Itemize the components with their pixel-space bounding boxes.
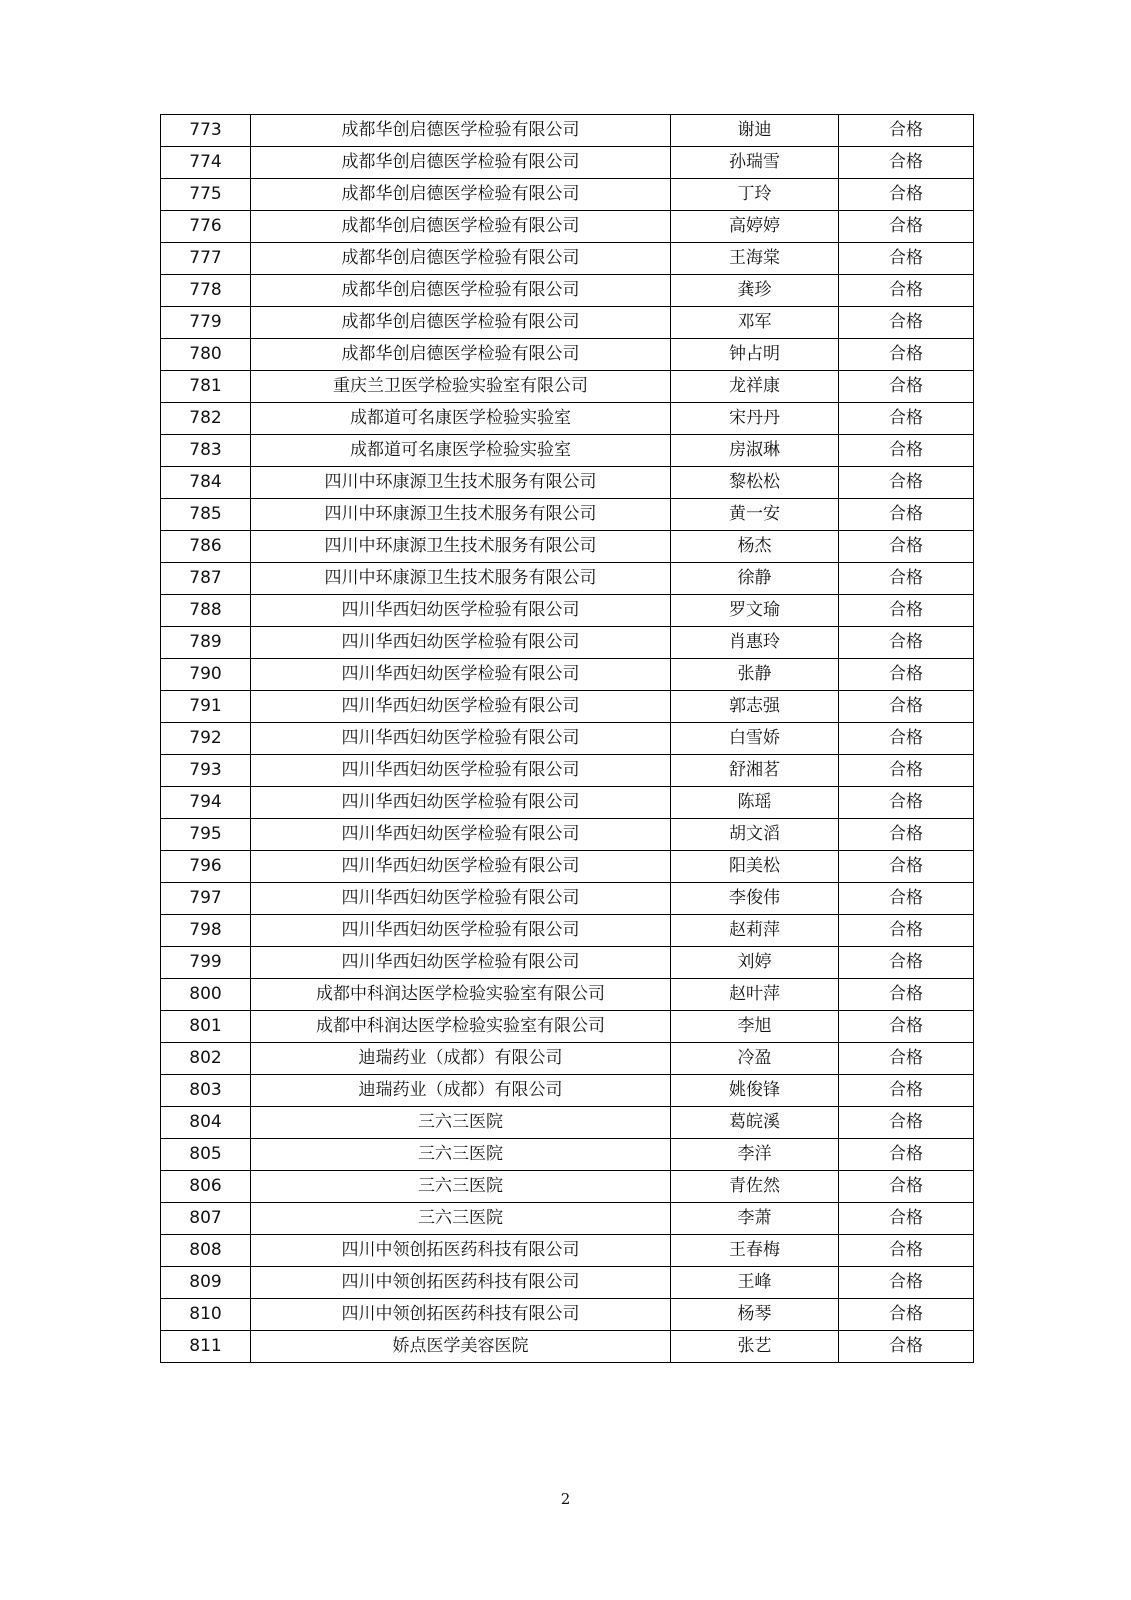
person-name: 冷盈 xyxy=(671,1043,839,1075)
row-number: 804 xyxy=(161,1107,251,1139)
organization-name: 娇点医学美容医院 xyxy=(251,1331,671,1363)
results-table xyxy=(160,114,974,1363)
table-row xyxy=(161,147,974,179)
result-status: 合格 xyxy=(839,339,974,371)
result-status: 合格 xyxy=(839,1171,974,1203)
row-number: 785 xyxy=(161,499,251,531)
row-number: 781 xyxy=(161,371,251,403)
result-status: 合格 xyxy=(839,435,974,467)
organization-name: 四川华西妇幼医学检验有限公司 xyxy=(251,627,671,659)
organization-name: 四川华西妇幼医学检验有限公司 xyxy=(251,691,671,723)
result-status: 合格 xyxy=(839,659,974,691)
person-name: 李洋 xyxy=(671,1139,839,1171)
organization-name: 重庆兰卫医学检验实验室有限公司 xyxy=(251,371,671,403)
table-row xyxy=(161,243,974,275)
result-status: 合格 xyxy=(839,147,974,179)
person-name: 杨琴 xyxy=(671,1299,839,1331)
row-number: 806 xyxy=(161,1171,251,1203)
person-name: 高婷婷 xyxy=(671,211,839,243)
result-status: 合格 xyxy=(839,915,974,947)
row-number: 784 xyxy=(161,467,251,499)
table-row xyxy=(161,1203,974,1235)
row-number: 773 xyxy=(161,115,251,147)
person-name: 刘婷 xyxy=(671,947,839,979)
result-status: 合格 xyxy=(839,1203,974,1235)
organization-name: 四川华西妇幼医学检验有限公司 xyxy=(251,787,671,819)
organization-name: 四川中环康源卫生技术服务有限公司 xyxy=(251,563,671,595)
organization-name: 成都道可名康医学检验实验室 xyxy=(251,403,671,435)
table-row xyxy=(161,691,974,723)
result-status: 合格 xyxy=(839,1331,974,1363)
person-name: 杨杰 xyxy=(671,531,839,563)
row-number: 788 xyxy=(161,595,251,627)
table-row xyxy=(161,1011,974,1043)
organization-name: 四川中领创拓医药科技有限公司 xyxy=(251,1299,671,1331)
table-row xyxy=(161,339,974,371)
person-name: 谢迪 xyxy=(671,115,839,147)
person-name: 肖惠玲 xyxy=(671,627,839,659)
person-name: 黎松松 xyxy=(671,467,839,499)
table-row xyxy=(161,947,974,979)
result-status: 合格 xyxy=(839,1011,974,1043)
table-row xyxy=(161,563,974,595)
person-name: 胡文滔 xyxy=(671,819,839,851)
result-status: 合格 xyxy=(839,1139,974,1171)
row-number: 774 xyxy=(161,147,251,179)
table-row xyxy=(161,1171,974,1203)
person-name: 李俊伟 xyxy=(671,883,839,915)
row-number: 805 xyxy=(161,1139,251,1171)
organization-name: 四川华西妇幼医学检验有限公司 xyxy=(251,851,671,883)
person-name: 宋丹丹 xyxy=(671,403,839,435)
person-name: 王峰 xyxy=(671,1267,839,1299)
result-status: 合格 xyxy=(839,1299,974,1331)
row-number: 799 xyxy=(161,947,251,979)
organization-name: 三六三医院 xyxy=(251,1107,671,1139)
row-number: 791 xyxy=(161,691,251,723)
results-table-body xyxy=(161,115,974,1363)
organization-name: 成都华创启德医学检验有限公司 xyxy=(251,243,671,275)
person-name: 徐静 xyxy=(671,563,839,595)
person-name: 姚俊锋 xyxy=(671,1075,839,1107)
row-number: 797 xyxy=(161,883,251,915)
organization-name: 四川中环康源卫生技术服务有限公司 xyxy=(251,467,671,499)
person-name: 丁玲 xyxy=(671,179,839,211)
person-name: 舒湘茗 xyxy=(671,755,839,787)
table-row xyxy=(161,1235,974,1267)
person-name: 阳美松 xyxy=(671,851,839,883)
result-status: 合格 xyxy=(839,499,974,531)
result-status: 合格 xyxy=(839,371,974,403)
row-number: 786 xyxy=(161,531,251,563)
table-row xyxy=(161,659,974,691)
table-row xyxy=(161,1139,974,1171)
organization-name: 三六三医院 xyxy=(251,1171,671,1203)
organization-name: 四川中环康源卫生技术服务有限公司 xyxy=(251,531,671,563)
organization-name: 成都华创启德医学检验有限公司 xyxy=(251,179,671,211)
row-number: 807 xyxy=(161,1203,251,1235)
page-number: 2 xyxy=(560,1490,571,1508)
organization-name: 四川华西妇幼医学检验有限公司 xyxy=(251,723,671,755)
organization-name: 四川华西妇幼医学检验有限公司 xyxy=(251,947,671,979)
result-status: 合格 xyxy=(839,595,974,627)
person-name: 李旭 xyxy=(671,1011,839,1043)
row-number: 796 xyxy=(161,851,251,883)
organization-name: 成都华创启德医学检验有限公司 xyxy=(251,147,671,179)
row-number: 798 xyxy=(161,915,251,947)
row-number: 792 xyxy=(161,723,251,755)
result-status: 合格 xyxy=(839,115,974,147)
organization-name: 四川华西妇幼医学检验有限公司 xyxy=(251,883,671,915)
organization-name: 成都华创启德医学检验有限公司 xyxy=(251,211,671,243)
table-row xyxy=(161,787,974,819)
row-number: 783 xyxy=(161,435,251,467)
result-status: 合格 xyxy=(839,179,974,211)
person-name: 邓军 xyxy=(671,307,839,339)
organization-name: 四川中环康源卫生技术服务有限公司 xyxy=(251,499,671,531)
table-row xyxy=(161,979,974,1011)
result-status: 合格 xyxy=(839,819,974,851)
organization-name: 四川华西妇幼医学检验有限公司 xyxy=(251,595,671,627)
table-row xyxy=(161,467,974,499)
person-name: 陈瑶 xyxy=(671,787,839,819)
result-status: 合格 xyxy=(839,307,974,339)
result-status: 合格 xyxy=(839,979,974,1011)
result-status: 合格 xyxy=(839,627,974,659)
table-row xyxy=(161,1331,974,1363)
person-name: 张艺 xyxy=(671,1331,839,1363)
table-row xyxy=(161,531,974,563)
result-status: 合格 xyxy=(839,1267,974,1299)
person-name: 王春梅 xyxy=(671,1235,839,1267)
organization-name: 成都中科润达医学检验实验室有限公司 xyxy=(251,979,671,1011)
result-status: 合格 xyxy=(839,1043,974,1075)
person-name: 黄一安 xyxy=(671,499,839,531)
person-name: 白雪娇 xyxy=(671,723,839,755)
table-row xyxy=(161,1043,974,1075)
row-number: 775 xyxy=(161,179,251,211)
organization-name: 迪瑞药业（成都）有限公司 xyxy=(251,1043,671,1075)
person-name: 葛皖溪 xyxy=(671,1107,839,1139)
table-row xyxy=(161,595,974,627)
result-status: 合格 xyxy=(839,211,974,243)
organization-name: 成都道可名康医学检验实验室 xyxy=(251,435,671,467)
row-number: 794 xyxy=(161,787,251,819)
row-number: 789 xyxy=(161,627,251,659)
table-row xyxy=(161,179,974,211)
organization-name: 四川华西妇幼医学检验有限公司 xyxy=(251,659,671,691)
result-status: 合格 xyxy=(839,531,974,563)
table-row xyxy=(161,627,974,659)
table-row xyxy=(161,307,974,339)
organization-name: 成都华创启德医学检验有限公司 xyxy=(251,339,671,371)
result-status: 合格 xyxy=(839,947,974,979)
result-status: 合格 xyxy=(839,563,974,595)
table-row xyxy=(161,915,974,947)
person-name: 青佐然 xyxy=(671,1171,839,1203)
table-row xyxy=(161,275,974,307)
person-name: 房淑琳 xyxy=(671,435,839,467)
table-row xyxy=(161,1107,974,1139)
table-row xyxy=(161,211,974,243)
table-row xyxy=(161,1299,974,1331)
table-row xyxy=(161,403,974,435)
table-row xyxy=(161,883,974,915)
result-status: 合格 xyxy=(839,403,974,435)
result-status: 合格 xyxy=(839,243,974,275)
table-row xyxy=(161,723,974,755)
person-name: 罗文瑜 xyxy=(671,595,839,627)
person-name: 赵莉萍 xyxy=(671,915,839,947)
person-name: 龙祥康 xyxy=(671,371,839,403)
result-status: 合格 xyxy=(839,755,974,787)
row-number: 778 xyxy=(161,275,251,307)
row-number: 802 xyxy=(161,1043,251,1075)
table-row xyxy=(161,435,974,467)
row-number: 811 xyxy=(161,1331,251,1363)
organization-name: 成都中科润达医学检验实验室有限公司 xyxy=(251,1011,671,1043)
table-row xyxy=(161,115,974,147)
row-number: 801 xyxy=(161,1011,251,1043)
organization-name: 四川华西妇幼医学检验有限公司 xyxy=(251,755,671,787)
person-name: 孙瑞雪 xyxy=(671,147,839,179)
table-row xyxy=(161,1267,974,1299)
person-name: 王海棠 xyxy=(671,243,839,275)
organization-name: 成都华创启德医学检验有限公司 xyxy=(251,115,671,147)
row-number: 780 xyxy=(161,339,251,371)
organization-name: 三六三医院 xyxy=(251,1203,671,1235)
organization-name: 四川中领创拓医药科技有限公司 xyxy=(251,1267,671,1299)
organization-name: 三六三医院 xyxy=(251,1139,671,1171)
organization-name: 四川中领创拓医药科技有限公司 xyxy=(251,1235,671,1267)
person-name: 钟占明 xyxy=(671,339,839,371)
result-status: 合格 xyxy=(839,691,974,723)
person-name: 赵叶萍 xyxy=(671,979,839,1011)
result-status: 合格 xyxy=(839,1075,974,1107)
row-number: 790 xyxy=(161,659,251,691)
table-row xyxy=(161,755,974,787)
table-row xyxy=(161,851,974,883)
result-status: 合格 xyxy=(839,275,974,307)
row-number: 809 xyxy=(161,1267,251,1299)
table-row xyxy=(161,371,974,403)
result-status: 合格 xyxy=(839,883,974,915)
organization-name: 成都华创启德医学检验有限公司 xyxy=(251,307,671,339)
person-name: 龚珍 xyxy=(671,275,839,307)
row-number: 782 xyxy=(161,403,251,435)
row-number: 803 xyxy=(161,1075,251,1107)
table-row xyxy=(161,499,974,531)
row-number: 800 xyxy=(161,979,251,1011)
person-name: 张静 xyxy=(671,659,839,691)
row-number: 776 xyxy=(161,211,251,243)
row-number: 808 xyxy=(161,1235,251,1267)
organization-name: 四川华西妇幼医学检验有限公司 xyxy=(251,819,671,851)
person-name: 郭志强 xyxy=(671,691,839,723)
table-row xyxy=(161,819,974,851)
result-status: 合格 xyxy=(839,1235,974,1267)
result-status: 合格 xyxy=(839,1107,974,1139)
row-number: 779 xyxy=(161,307,251,339)
row-number: 777 xyxy=(161,243,251,275)
result-status: 合格 xyxy=(839,467,974,499)
row-number: 793 xyxy=(161,755,251,787)
row-number: 787 xyxy=(161,563,251,595)
table-row xyxy=(161,1075,974,1107)
organization-name: 四川华西妇幼医学检验有限公司 xyxy=(251,915,671,947)
result-status: 合格 xyxy=(839,787,974,819)
person-name: 李萧 xyxy=(671,1203,839,1235)
result-status: 合格 xyxy=(839,851,974,883)
organization-name: 迪瑞药业（成都）有限公司 xyxy=(251,1075,671,1107)
result-status: 合格 xyxy=(839,723,974,755)
row-number: 810 xyxy=(161,1299,251,1331)
organization-name: 成都华创启德医学检验有限公司 xyxy=(251,275,671,307)
row-number: 795 xyxy=(161,819,251,851)
